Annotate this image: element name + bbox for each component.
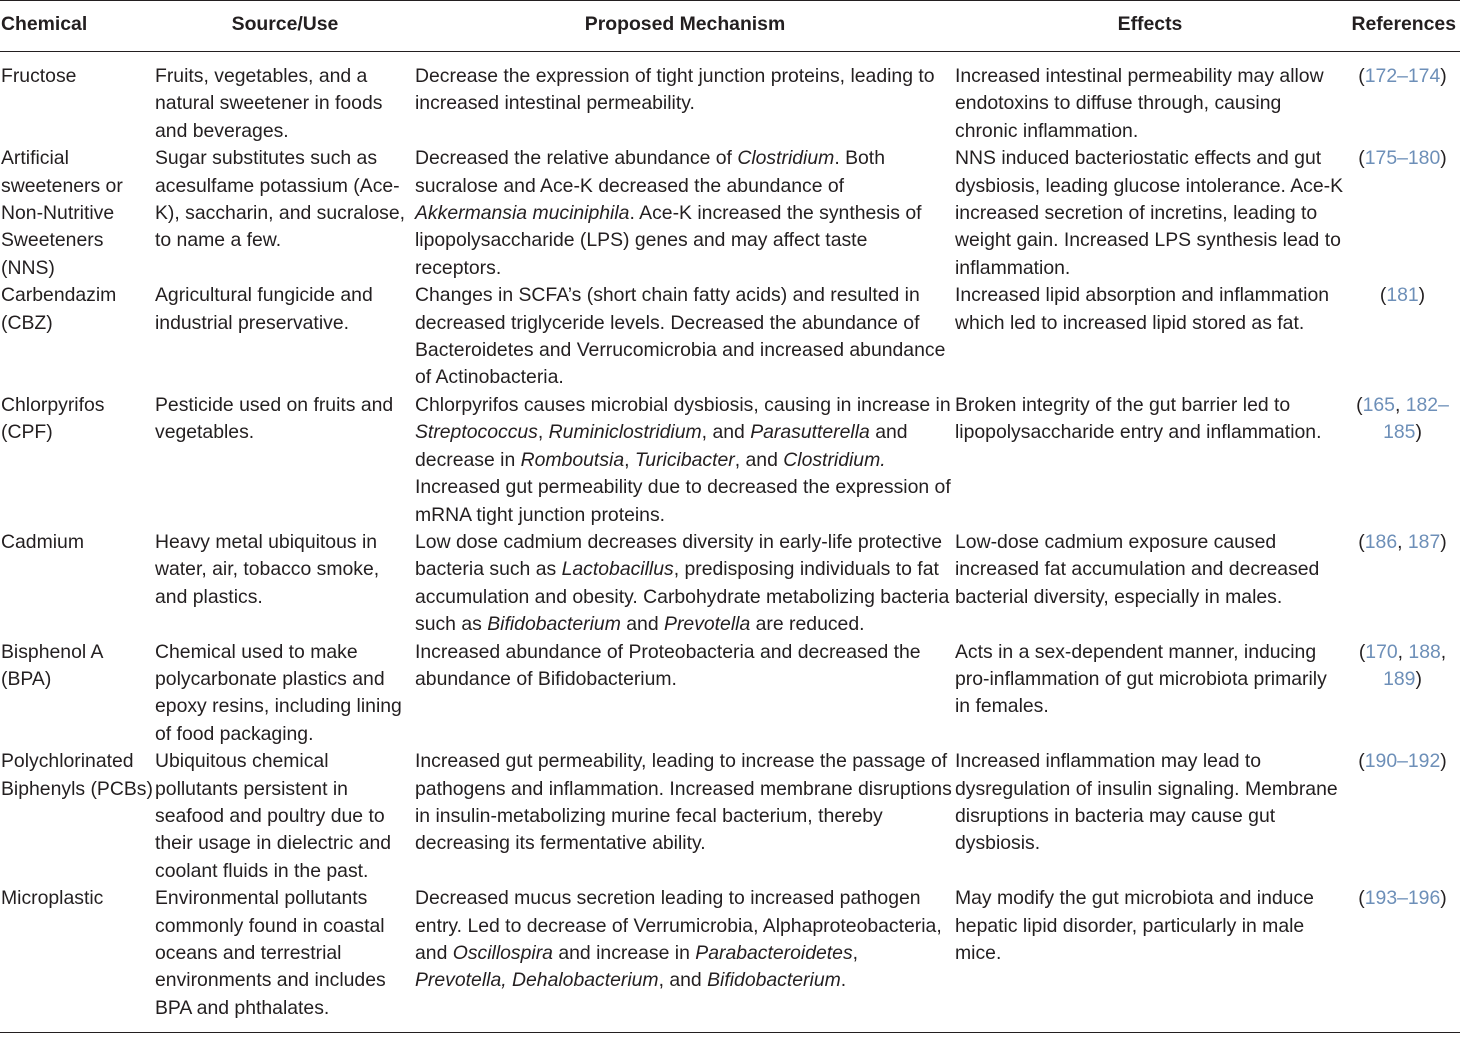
reference-link[interactable]: 181 (1386, 284, 1419, 307)
mechanism-text: , (624, 448, 635, 471)
header-source-use: Source/Use (231, 13, 339, 36)
references-cell: (186, 187) (1358, 530, 1447, 553)
references-cell: (175–180) (1358, 147, 1447, 170)
mechanism-text: are reduced. (750, 613, 865, 636)
header-chemical: Chemical (1, 13, 88, 36)
mechanism-text: and increase in (552, 942, 696, 964)
mechanism-text: Low dose cadmium decreases diversity in early-life protective bacteria such as (415, 530, 943, 581)
source-use-cell: Agricultural fungicide and industrial preservative. (155, 284, 373, 334)
table-row (0, 145, 1460, 282)
mechanism-text: Decreased the relative abundance of (415, 147, 738, 170)
effects-cell: Broken integrity of the gut barrier led to lipopolysaccharide entry and inflammation. (955, 393, 1322, 444)
chemical-cell: Bisphenol A (BPA) (1, 640, 103, 690)
source-use-cell: Heavy metal ubiquitous in water, air, tobacco smoke, and plastics. (155, 530, 380, 608)
taxon-name: Bifidobacterium (487, 613, 621, 636)
taxon-name: Parabacteroidetes (695, 942, 853, 964)
effects-cell: Increased intestinal permeability may allow endotoxins to diffuse through, causing chronic inflammation. (955, 65, 1324, 142)
chemical-cell: Artificial sweeteners or Non-Nutritive Sweeteners (NNS) (1, 147, 123, 279)
mechanism-cell (415, 392, 955, 529)
mechanism-text: . (840, 969, 847, 992)
effects-cell: Increased lipid absorption and inflammation which led to increased lipid stored as fat. (955, 284, 1330, 334)
chemical-cell: Carbendazim (CBZ) (1, 284, 117, 334)
reference-link[interactable]: 182–185 (1383, 393, 1449, 444)
effects-cell: NNS induced bacteriostatic effects and gut dysbiosis, leading glucose intolerance. Ace-K increased secretion of incretins, leading to weight gain. Increased LPS synthesis lead to inflammation. (955, 147, 1344, 279)
reference-link[interactable]: 190–192 (1364, 750, 1441, 773)
mechanism-cell (415, 145, 955, 282)
source-use-cell: Sugar substitutes such as acesulfame potassium (Ace-K), saccharin, and sucralose, to name a few. (155, 147, 406, 252)
header-proposed-mechanism: Proposed Mechanism (584, 13, 786, 36)
references-cell: (181) (1379, 284, 1426, 307)
header-effects: Effects (1117, 13, 1183, 36)
header-references: References (1351, 13, 1456, 36)
mechanism-cell (415, 885, 955, 1033)
effects-cell: Acts in a sex-dependent manner, inducing pro-inflammation of gut microbiota primarily in females. (955, 640, 1327, 718)
taxon-name: Oscillospira (452, 942, 553, 964)
reference-link[interactable]: 186 (1364, 530, 1398, 553)
source-use-cell: Fruits, vegetables, and a natural sweetener in foods and beverages. (155, 65, 383, 142)
mechanism-text: and (620, 613, 665, 636)
mechanism-text: Decreased mucus secretion leading to increased pathogen entry. Led to decrease of Verrumicrobia, Alphaproteobacteria, and (415, 887, 942, 964)
mechanism-text: . Ace-K increased the synthesis of lipopolysaccharide (LPS) genes and may affect taste receptors. (415, 202, 922, 279)
taxon-name: Bifidobacterium (707, 969, 841, 992)
mechanism-cell (415, 639, 955, 749)
mechanism-text: Increased abundance of Proteobacteria and decreased the abundance of Bifidobacterium. (415, 640, 921, 690)
chemical-cell: Microplastic (1, 887, 104, 910)
taxon-name: Ruminiclostridium (548, 421, 702, 444)
references-cell: (170, 188, 189) (1358, 640, 1447, 690)
taxon-name: Parasutterella (750, 421, 870, 444)
mechanism-text: Changes in SCFA’s (short chain fatty acids) and resulted in decreased triglyceride levels. Decreased the abundance of Bacteroidetes and Verrucomicrobia and increased abundance of Actinobacteria. (415, 284, 946, 389)
mechanism-text: Chlorpyrifos causes microbial dysbiosis, causing in increase in (415, 393, 951, 416)
header-row (0, 1, 1460, 52)
table-row (0, 392, 1460, 529)
table-body (0, 52, 1460, 1033)
mechanism-cell (415, 282, 955, 392)
chemical-cell: Fructose (1, 65, 77, 87)
mechanism-text: , predisposing individuals to fat accumulation and obesity. Carbohydrate metabolizing bacteria such as (415, 558, 950, 636)
reference-link[interactable]: 188 (1408, 640, 1441, 663)
chemical-cell: Chlorpyrifos (CPF) (1, 393, 105, 444)
taxon-name: Prevotella, Dehalobacterium (415, 969, 659, 992)
mechanism-text: . Both sucralose and Ace-K decreased the abundance of (415, 147, 885, 197)
table-row (0, 52, 1460, 146)
references-cell: (193–196) (1358, 887, 1447, 910)
taxon-name: Streptococcus (415, 421, 538, 444)
reference-link[interactable]: 189 (1383, 667, 1416, 690)
table-row (0, 639, 1460, 749)
mechanism-text: and decrease in (415, 421, 908, 471)
mechanism-text: , and (658, 969, 708, 992)
source-use-cell: Pesticide used on fruits and vegetables. (155, 393, 394, 444)
references-cell: (190–192) (1358, 750, 1447, 773)
table-row (0, 529, 1460, 639)
taxon-name: Romboutsia (520, 448, 625, 471)
source-use-cell: Ubiquitous chemical pollutants persistent in seafood and poultry due to their usage in dielectric and coolant fluids in the past. (155, 750, 392, 882)
mechanism-text: Increased gut permeability due to decreased the expression of mRNA tight junction proteins. (415, 476, 951, 526)
taxon-name: Prevotella (664, 613, 751, 636)
mechanism-cell (415, 529, 955, 639)
effects-cell: May modify the gut microbiota and induce hepatic lipid disorder, particularly in male mice. (955, 887, 1314, 964)
chemical-cell: Cadmium (1, 530, 84, 553)
taxon-name: Lactobacillus (561, 558, 674, 581)
mechanism-text: , (537, 421, 549, 444)
reference-link[interactable]: 172–174 (1364, 65, 1441, 87)
mechanism-text: , and (734, 448, 784, 471)
source-use-cell: Environmental pollutants commonly found in coastal oceans and terrestrial environments and includes BPA and phthalates. (155, 887, 386, 1019)
reference-link[interactable]: 165 (1362, 393, 1395, 416)
mechanism-cell (415, 748, 955, 885)
reference-link[interactable]: 187 (1407, 530, 1441, 553)
effects-cell: Increased inflammation may lead to dysregulation of insulin signaling. Membrane disruptions in bacteria may cause gut dysbiosis. (955, 750, 1338, 855)
table-row (0, 885, 1460, 1033)
references-cell: (165, 182–185) (1356, 393, 1449, 444)
taxon-name: Clostridium (737, 147, 835, 170)
reference-link[interactable]: 175–180 (1364, 147, 1441, 170)
mechanism-text: , and (701, 421, 751, 444)
mechanism-cell (415, 52, 955, 146)
table-row (0, 282, 1460, 392)
reference-link[interactable]: 193–196 (1364, 887, 1441, 910)
mechanism-text: , (852, 942, 859, 964)
references-cell: (172–174) (1358, 65, 1447, 87)
chemical-cell: Polychlorinated Biphenyls (PCBs) (1, 750, 153, 800)
taxon-name: Turicibacter (634, 448, 735, 471)
reference-link[interactable]: 170 (1365, 640, 1398, 663)
taxon-name: Clostridium. (783, 448, 886, 471)
source-use-cell: Chemical used to make polycarbonate plastics and epoxy resins, including lining of food packaging. (155, 640, 402, 745)
mechanism-text: Decrease the expression of tight junction proteins, leading to increased intestinal permeability. (415, 65, 935, 115)
effects-cell: Low-dose cadmium exposure caused increased fat accumulation and decreased bacterial diversity, especially in males. (955, 530, 1320, 608)
table-row (0, 748, 1460, 885)
taxon-name: Akkermansia muciniphila (415, 202, 630, 225)
mechanism-text: Increased gut permeability, leading to increase the passage of pathogens and inflammation. Increased membrane disruptions in insulin-metabolizing murine fecal bacterium, thereby decreasing its fermentative ability. (415, 750, 952, 855)
